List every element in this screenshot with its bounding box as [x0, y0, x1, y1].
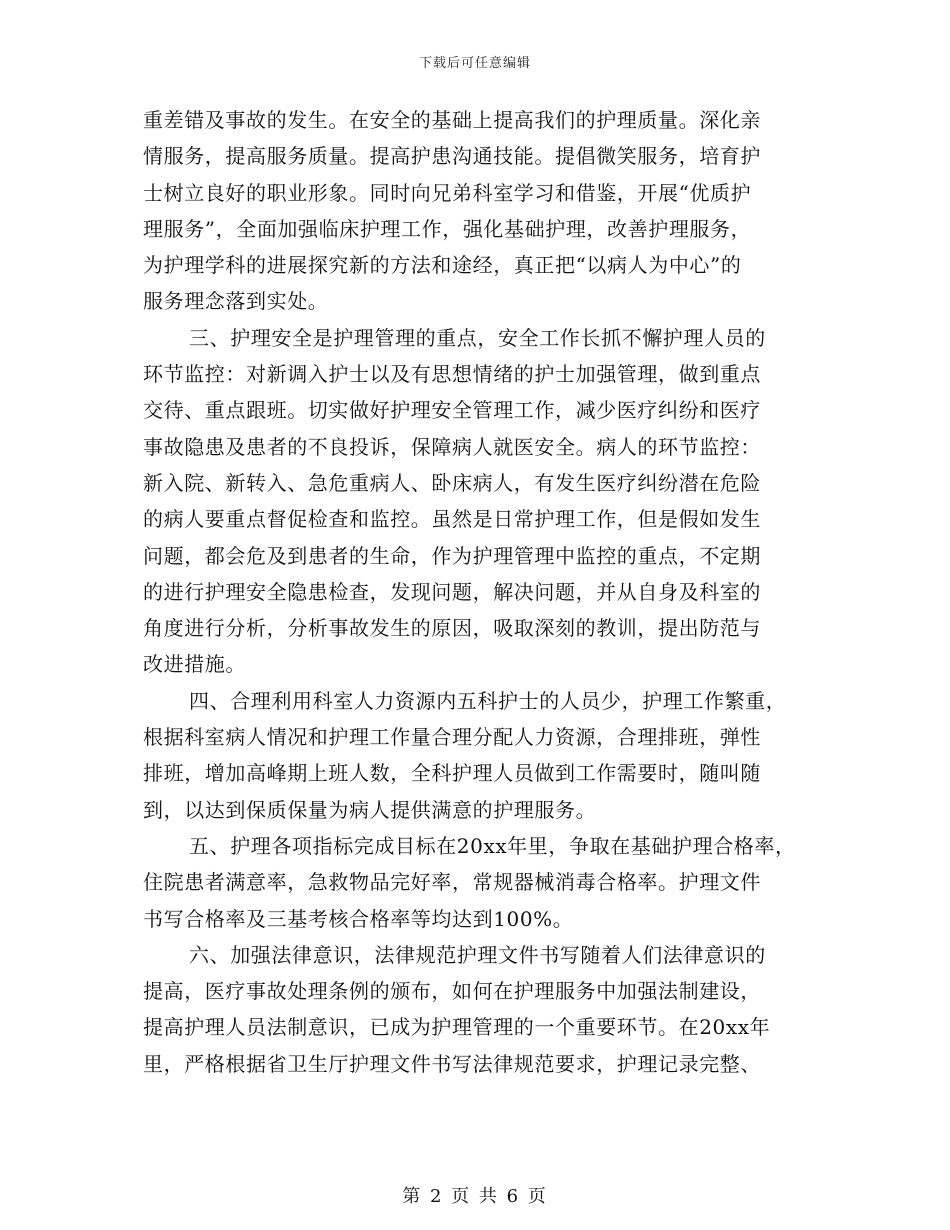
text-line: 士树立良好的职业形象。同时向兄弟科室学习和借鉴，开展“优质护: [143, 180, 752, 205]
text-line: 服务理念落到实处。: [143, 289, 329, 314]
text-line: 情服务，提高服务质量。提高护患沟通技能。提倡微笑服务，培育护: [143, 144, 761, 169]
text-line: 提高，医疗事故处理条例的颁布，如何在护理服务中加强法制建设，: [143, 979, 761, 1004]
text-line: 五、护理各项指标完成目标在20xx年里，争取在基础护理合格率，: [189, 833, 796, 858]
text-line: 重差错及事故的发生。在安全的基础上提高我们的护理质量。深化亲: [143, 108, 761, 132]
page-header: 下载后可任意编辑: [418, 56, 531, 71]
text-line: 排班，增加高峰期上班人数，全科护理人员做到工作需要时，随叫随: [143, 761, 761, 786]
text-line: 角度进行分析，分析事故发生的原因，吸取深刻的教训，提出防范与: [143, 616, 761, 641]
text-line: 事故隐患及患者的不良投诉，保障病人就医安全。病人的环节监控：: [143, 434, 761, 459]
text-line: 的进行护理安全隐患检查，发现问题，解决问题，并从自身及科室的: [143, 579, 761, 604]
text-line: 问题，都会危及到患者的生命，作为护理管理中监控的重点，不定期: [143, 543, 761, 568]
text-line: 为护理学科的进展探究新的方法和途经，真正把“以病人为中心”的: [143, 253, 742, 278]
text-line: 六、加强法律意识，法律规范护理文件书写随着人们法律意识的: [189, 942, 766, 967]
text-line: 四、合理利用科室人力资源内五科护士的人员少，护理工作繁重，: [189, 688, 787, 713]
text-line: 环节监控：对新调入护士以及有思想情绪的护士加强管理，做到重点: [143, 362, 761, 387]
text-line: 改进措施。: [143, 652, 246, 677]
text-line: 三、护理安全是护理管理的重点，安全工作长抓不懈护理人员的: [189, 325, 766, 350]
text-line: 理服务”，全面加强临床护理工作，强化基础护理，改善护理服务，: [143, 216, 752, 241]
text-line: 书写合格率及三基考核合格率等均达到100%。: [143, 906, 574, 931]
text-line: 到，以达到保质保量为病人提供满意的护理服务。: [143, 797, 597, 822]
document-body: [143, 102, 815, 1082]
text-line: 交待、重点跟班。切实做好护理安全管理工作，减少医疗纠纷和医疗: [143, 398, 761, 423]
text-line: 新入院、新转入、急危重病人、卧床病人，有发生医疗纠纷潜在危险: [143, 470, 761, 495]
text-line: 里，严格根据省卫生厅护理文件书写法律规范要求，护理记录完整、: [143, 1051, 761, 1076]
text-line: 根据科室病人情况和护理工作量合理分配人力资源，合理排班，弹性: [143, 725, 761, 750]
text-line: 提高护理人员法制意识，已成为护理管理的一个重要环节。在20xx年: [143, 1015, 771, 1040]
text-line: 住院患者满意率，急救物品完好率，常规器械消毒合格率。护理文件: [143, 870, 761, 895]
page-footer: 第 2 页 共 6 页: [402, 1186, 548, 1207]
text-line: 的病人要重点督促检查和监控。虽然是日常护理工作，但是假如发生: [143, 507, 761, 532]
